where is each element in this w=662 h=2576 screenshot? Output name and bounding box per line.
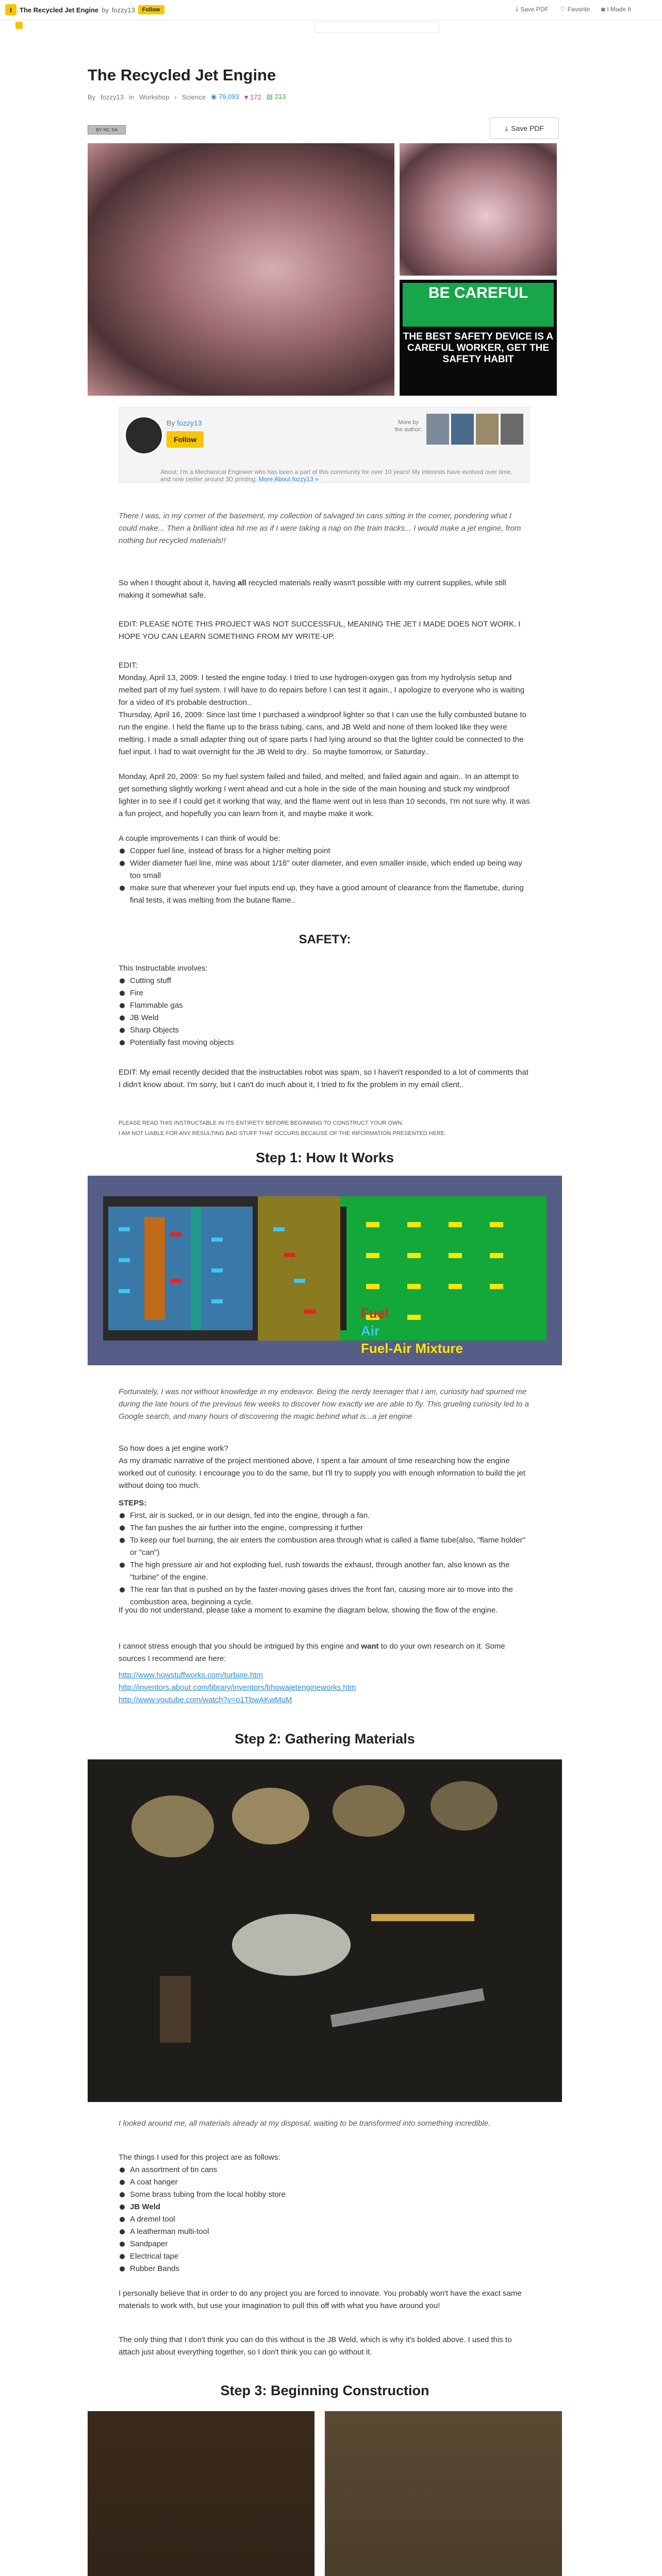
intro-paragraph xyxy=(119,577,531,602)
safety-intro: This Instructable involves: xyxy=(119,964,208,973)
jet-flow-diagram[interactable] xyxy=(88,1176,562,1365)
source-link[interactable]: http://www.howstuffworks.com/turbine.htm xyxy=(119,1671,263,1680)
step-2-image[interactable] xyxy=(88,1759,562,2102)
article-meta xyxy=(88,93,286,101)
author-box xyxy=(119,407,530,483)
step-2-italic: I looked around me, all materials already at my disposal, waiting to be transformed into something incredible. xyxy=(119,2119,491,2128)
engine-compressor-area xyxy=(108,1207,253,1330)
list-item: Sharp Objects xyxy=(119,1024,531,1037)
author-about xyxy=(160,468,521,483)
author-about-text: About: I'm a Mechanical Engineer who has been a part of this community for over 10 years! My interests have evolved over time, and now center around 3D printing. xyxy=(160,468,512,483)
turbine-fan xyxy=(340,1207,346,1330)
list-item: JB Weld xyxy=(119,2201,531,2213)
tin-can xyxy=(431,1781,498,1831)
eye-icon: ◉ xyxy=(211,93,217,100)
top-bar-by: by xyxy=(102,6,109,14)
top-bar-actions xyxy=(516,5,631,13)
site-header-brand[interactable] xyxy=(15,22,23,29)
list-item: An assortment of tin cans xyxy=(119,2164,531,2176)
brass-tubing xyxy=(371,1914,474,1921)
list-item: To keep our fuel burning, the air enters the combustion area through what is called a flame tube(also, "flame holder" or "can") xyxy=(119,1534,531,1559)
top-bar-left xyxy=(5,4,164,15)
list-item: JB Weld xyxy=(119,1012,531,1024)
list-item: Cutting stuff xyxy=(119,975,531,987)
comments-value: 213 xyxy=(274,93,286,100)
list-item: Potentially fast moving objects xyxy=(119,1037,531,1049)
more-by-author-label: More by the author: xyxy=(394,419,422,433)
made-it-label: I Made It xyxy=(607,5,631,13)
step-3-image[interactable] xyxy=(88,2411,315,2576)
list-item: First, air is sucked, or in our design, fed into the engine, through a fan. xyxy=(119,1510,531,1522)
can-lid xyxy=(232,1914,351,1976)
materials-intro: The things I used for this project are as follows: xyxy=(119,2153,280,2162)
top-bar-save-pdf-button[interactable] xyxy=(516,5,549,13)
top-bar xyxy=(0,0,662,20)
views-value: 79,093 xyxy=(218,93,239,100)
author-project-thumbnail[interactable] xyxy=(501,414,523,445)
tin-can xyxy=(232,1788,309,1844)
source-links xyxy=(119,1669,531,1706)
list-item: The high pressure air and hot exploding fuel, rush towards the exhaust, through another fan, also known as the "turbine" of the engine. xyxy=(119,1559,531,1584)
author-follow-button[interactable]: Follow xyxy=(167,431,204,448)
top-bar-author-link[interactable]: fozzy13 xyxy=(111,6,135,14)
category-link[interactable]: Workshop xyxy=(139,93,170,101)
author-box-by: By xyxy=(167,419,175,427)
list-item: The fan pushes the air further into the engine, compressing it further xyxy=(119,1522,531,1534)
save-pdf-button[interactable] xyxy=(490,117,559,139)
download-icon: ⤓ xyxy=(504,124,508,132)
author-box-name-link[interactable]: fozzy13 xyxy=(177,419,202,427)
steps-label: STEPS: xyxy=(119,1499,147,1507)
safety-list xyxy=(119,975,531,1049)
flame-tube xyxy=(258,1196,340,1341)
views-count xyxy=(211,93,239,101)
search-input[interactable] xyxy=(315,22,439,33)
list-item: A dremel tool xyxy=(119,2213,531,2226)
list-item: A coat hanger xyxy=(119,2176,531,2189)
byline-author-link[interactable]: fozzy13 xyxy=(101,93,124,101)
hero-image-safety-sign[interactable] xyxy=(400,280,557,396)
top-bar-title: The Recycled Jet Engine xyxy=(20,6,99,14)
save-pdf-label: Save PDF xyxy=(520,5,549,13)
step-1-p4c: to do your own research on it. Some sources I recommend are here: xyxy=(119,1642,505,1663)
breadcrumb-separator-icon: › xyxy=(174,93,177,101)
step-1-heading: Step 1: How It Works xyxy=(255,1150,394,1165)
legend-mixture: Fuel-Air Mixture xyxy=(361,1341,463,1356)
materials-list xyxy=(119,2164,531,2275)
subcategory-link[interactable]: Science xyxy=(181,93,206,101)
tin-can xyxy=(131,1795,214,1857)
diagram-legend xyxy=(361,1304,463,1357)
save-pdf-button-label: Save PDF xyxy=(511,124,544,132)
step-1-paragraph: As my dramatic narrative of the project mentioned above, I spent a fair amount of time researching how the engine worked out of curiosity. I encourage you to do the same, but I'll try to supply you with enough information to build the jet without doing too much. xyxy=(119,1456,525,1490)
byline-in: in xyxy=(128,93,135,101)
edit-label: EDIT: xyxy=(119,661,138,670)
fuel-line xyxy=(144,1217,165,1320)
top-bar-follow-button[interactable]: Follow xyxy=(138,5,164,14)
list-item: Some brass tubing from the local hobby store xyxy=(119,2189,531,2201)
top-bar-favorite-button[interactable] xyxy=(560,5,590,13)
tin-can xyxy=(333,1785,405,1837)
intro-p1b: all xyxy=(238,579,246,587)
source-link[interactable]: http://www.youtube.com/watch?v=o1TbwAKwMuM xyxy=(119,1696,292,1704)
legend-fuel: Fuel xyxy=(361,1306,389,1321)
author-project-thumbnail[interactable] xyxy=(476,414,499,445)
list-item: Copper fuel line, instead of brass for a higher melting point xyxy=(119,845,531,857)
compressor-fan xyxy=(191,1207,201,1330)
list-item: Sandpaper xyxy=(119,2238,531,2250)
step-1-paragraph xyxy=(119,1640,531,1665)
hero-image-secondary[interactable] xyxy=(400,143,557,276)
jb-weld-tube xyxy=(160,1976,191,2043)
list-item: A leatherman multi-tool xyxy=(119,2226,531,2238)
step-1-italic: Fortunately, I was not without knowledge in my endeavor. Being the nerdy teenager that I am, curiosity had spurned me during the late hours of the previous few weeks to discover how exactly we are able to fly. This grueling curiosity led to a Google search, and many hours of discovering the magic behind what is...a jet engine xyxy=(119,1387,529,1421)
step-1-p4a: I cannot stress enough that you should be intrigued by this engine and xyxy=(119,1642,361,1651)
license-badge[interactable]: BY NC SA xyxy=(88,125,126,134)
robot-logo-icon xyxy=(15,22,23,29)
log-entry: Monday, April 13, 2009: I tested the engine today. I tried to use hydrogen-oxygen gas from my hydrolysis setup and melted part of my fuel system. I will have to do repairs before I can test it again., I apologize to everyone who is waiting for a video of it's probable destruction.. xyxy=(119,673,525,707)
list-item: The rear fan that is pushed on by the faster-moving gases drives the front fan, causing more air to move into the combustion area, beginning a cycle. xyxy=(119,1584,531,1608)
list-item: Flammable gas xyxy=(119,999,531,1012)
list-item: Wider diameter fuel line, mine was about 1/16" outer diameter, and even smaller inside, which ended up being way too small xyxy=(119,857,531,882)
jet-flow-diagram-svg xyxy=(88,1176,562,1365)
steps-list xyxy=(119,1510,531,1608)
step-3-image[interactable] xyxy=(325,2411,562,2576)
list-item: Rubber Bands xyxy=(119,2263,531,2275)
step-2-paragraph: I personally believe that in order to do any project you are forced to innovate. You probably won't have the exact same materials to work with, but use your imagination to pull this off with what you have around you! xyxy=(119,2289,522,2310)
log-entry: Thursday, April 16, 2009: Since last time I purchased a windproof lighter so that I can use the fully combusted butane to run the engine. I held the flame up to the brass tubing, cans, and JB Weld and none of them looked like they were melting. I made a small adapter thing out of spare parts I had lying around so that the lighter could be connected to the fuel input. I had to wait overnight for the JB Weld to dry.. So maybe tomorrow, or Saturday.. xyxy=(119,710,527,756)
step-1-paragraph: So how does a jet engine work? xyxy=(119,1444,228,1453)
heart-icon: ♥ xyxy=(244,93,249,101)
favorites-value: 172 xyxy=(250,93,261,101)
disclaimer-line: I AM NOT LIABLE FOR ANY RESULTING BAD STUFF THAT OCCURS BECAUSE OF THE INFORMATION PRESENTED HERE. xyxy=(119,1130,446,1137)
comments-count[interactable] xyxy=(267,93,286,101)
step-2-paragraph: The only thing that I don't think you can do this without is the JB Weld, which is why it's bolded above. I used this to attach just about everything together, so I don't think you can go without it. xyxy=(119,2335,512,2357)
site-logo-icon[interactable]: I xyxy=(5,4,16,15)
page-title: The Recycled Jet Engine xyxy=(88,66,276,84)
list-item: Electrical tape xyxy=(119,2250,531,2263)
author-box-byline xyxy=(167,419,202,427)
byline-prefix: By xyxy=(88,93,96,101)
legend-air: Air xyxy=(361,1323,380,1338)
improvements-list xyxy=(119,845,531,907)
source-link[interactable]: http://inventors.about.com/library/inventors/bhowajetengineworks.htm xyxy=(119,1683,356,1692)
top-bar-made-it-button[interactable] xyxy=(601,5,631,13)
author-project-thumbnail[interactable] xyxy=(451,414,474,445)
log-entry: Monday, April 20, 2009: So my fuel system failed and failed, and melted, and failed again and again.. In an attempt to get something slightly working I went ahead and cut a hole in the side of the main housing and stuck my windproof lighter in to see if I could get it working that way, and the flame went out in less than 10 seconds, I'm not sure why. It was a fun project, and hopefully you can learn from it, and maybe make it work. xyxy=(119,772,530,818)
camera-icon: ◙ xyxy=(601,5,605,13)
edit-note: EDIT: PLEASE NOTE THIS PROJECT WAS NOT SUCCESSFUL, MEANING THE JET I MADE DOES NOT WORK. I HOPE YOU CAN LEARN SOMETHING FROM MY WRITE-UP. xyxy=(119,620,521,641)
intro-italic: There I was, in my corner of the basement, my collection of salvaged tin cans sitting in the corner, pondering what I could make... Then a brilliant idea hit me as if I were taking a nap on the train tracks... I would make a jet engine, from nothing but recycled materials!! xyxy=(119,512,521,545)
heart-icon: ♡ xyxy=(559,5,566,13)
disclaimer-line: PLEASE READ THIS INSTRUCTABLE IN ITS ENTIRETY BEFORE BEGINNING TO CONSTRUCT YOUR OWN. xyxy=(119,1120,404,1126)
step-1-p4b: want xyxy=(361,1642,379,1651)
materials-photo-svg xyxy=(88,1759,562,2102)
improvements-intro: A couple improvements I can think of would be: xyxy=(119,834,280,843)
email-edit-note: EDIT: My email recently decided that the instructables robot was spam, so I haven't responded to a lot of comments that I didn't know about. I'm sorry, but I can't do much about it, I tried to fix the problem in my email client.. xyxy=(119,1068,528,1089)
list-item: make sure that wherever your fuel inputs end up, they have a good amount of clearance from the flametube, during final tests, it was melting from the butane flame.. xyxy=(119,882,531,907)
download-icon: ⤓ xyxy=(515,5,519,12)
safety-sign-title: BE CAREFUL xyxy=(403,283,554,327)
author-about-more-link[interactable]: More About fozzy13 » xyxy=(258,476,319,483)
favorites-count xyxy=(244,93,261,101)
step-3-heading: Step 3: Beginning Construction xyxy=(220,2383,429,2398)
list-item: Fire xyxy=(119,987,531,999)
intro-p1c: recycled materials really wasn't possible with my current supplies, while still making it somewhat safe. xyxy=(119,579,506,600)
author-project-thumbnail[interactable] xyxy=(426,414,449,445)
avatar[interactable] xyxy=(124,416,163,455)
comment-icon: ▤ xyxy=(266,93,273,100)
more-by-author-thumbnails xyxy=(426,414,523,445)
favorite-label: Favorite xyxy=(567,5,590,13)
safety-heading: SAFETY: xyxy=(299,933,351,946)
step-1-paragraph: If you do not understand, please take a moment to examine the diagram below, showing the flow of the engine. xyxy=(119,1606,498,1615)
intro-p1a: So when I thought about it, having xyxy=(119,579,238,587)
step-2-heading: Step 2: Gathering Materials xyxy=(235,1731,415,1747)
hero-image-main[interactable] xyxy=(88,143,394,396)
safety-sign-body: THE BEST SAFETY DEVICE IS A CAREFUL WORKER, GET THE SAFETY HABIT xyxy=(403,331,554,365)
